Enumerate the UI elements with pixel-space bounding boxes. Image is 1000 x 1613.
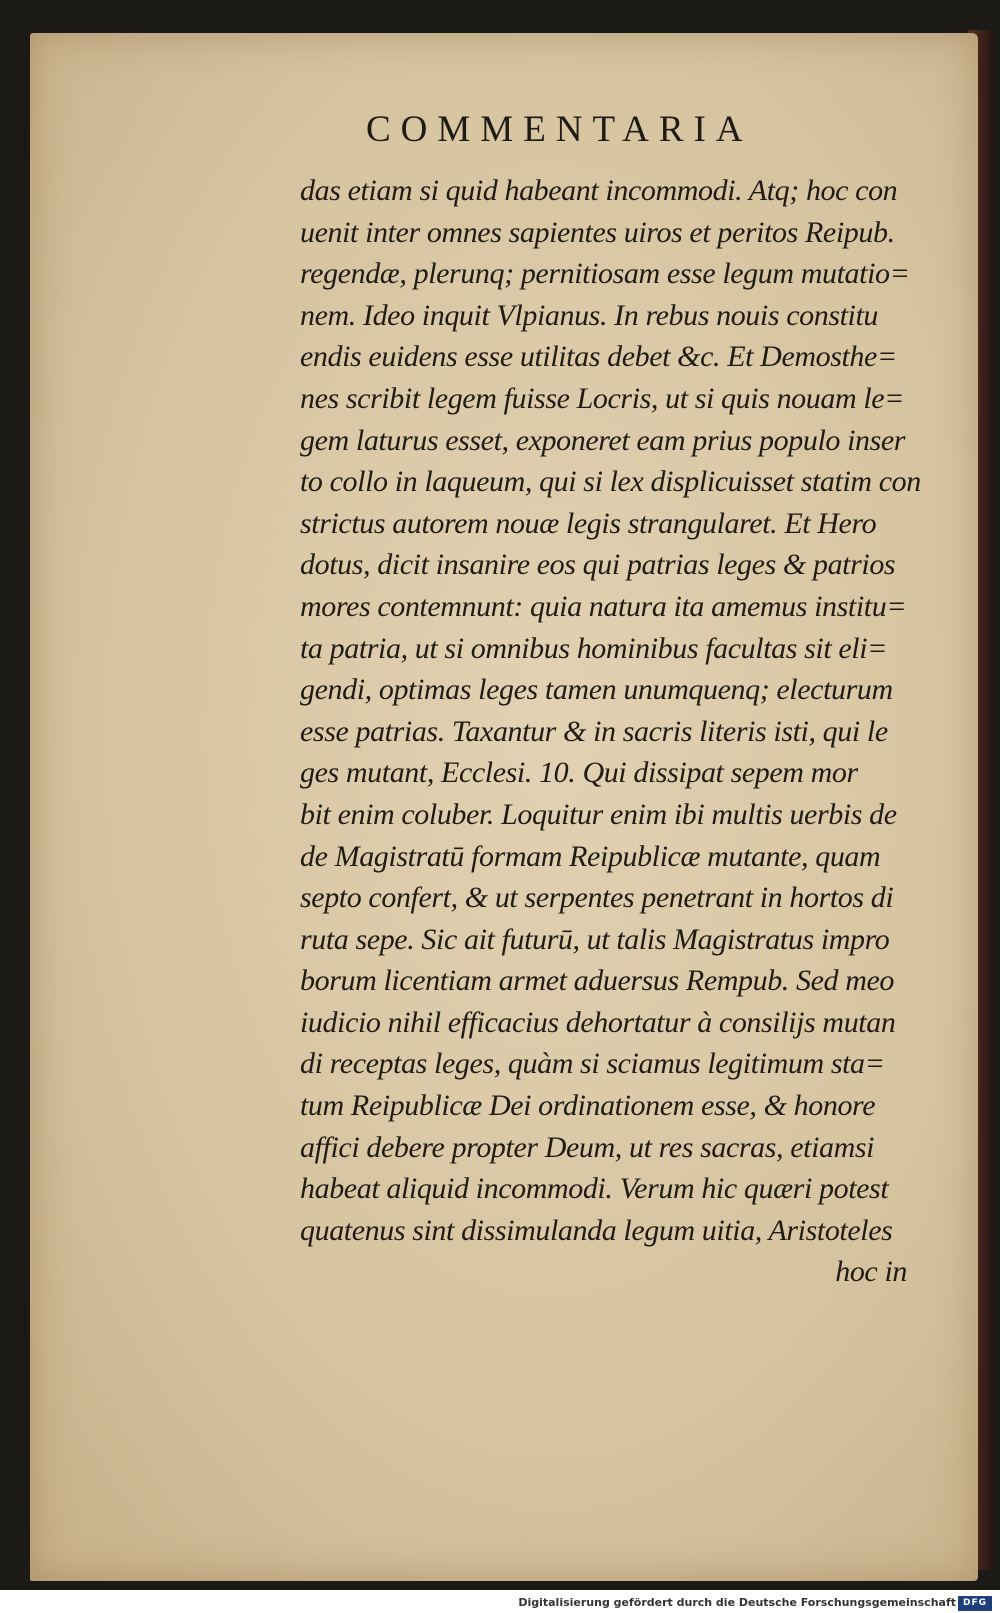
text-line: regendæ, plerunq; pernitiosam esse legum mutatio= <box>300 257 910 291</box>
text-line: quatenus sint dissimulanda legum uitia, Aristoteles <box>300 1213 893 1247</box>
text-line: bit enim coluber. Loquitur enim ibi multis uerbis de <box>300 797 897 831</box>
text-line: iudicio nihil efficacius dehortatur à consilijs mutan <box>300 1005 896 1039</box>
text-line: dotus, dicit insanire eos qui patrias leges & patrios <box>300 548 896 582</box>
running-header: COMMENTARIA <box>366 109 753 150</box>
text-line: mores contemnunt: quia natura ita amemus institu= <box>300 589 907 623</box>
text-line: ruta sepe. Sic ait futurū, ut talis Magistratus impro <box>300 922 890 956</box>
text-line: gendi, optimas leges tamen unumquenq; electurum <box>300 673 893 707</box>
dfg-logo: DFG <box>958 1596 992 1611</box>
body-text <box>300 170 921 1293</box>
text-line: to collo in laqueum, qui si lex displicuisset statim con <box>300 465 921 499</box>
text-line: affici debere propter Deum, ut res sacras, etiamsi <box>300 1130 875 1164</box>
text-line: tum Reipublicæ Dei ordinationem esse, & honore <box>300 1089 876 1123</box>
text-line: das etiam si quid habeant incommodi. Atq; hoc con <box>300 174 898 207</box>
text-line: gem laturus esset, exponeret eam prius populo inser <box>300 423 906 457</box>
text-line: esse patrias. Taxantur & in sacris literis isti, qui le <box>300 714 888 748</box>
text-line: di receptas leges, quàm si sciamus legitimum sta= <box>300 1047 885 1081</box>
text-line: uenit inter omnes sapientes uiros et peritos Reipub. <box>300 215 895 249</box>
text-line: nem. Ideo inquit Vlpianus. In rebus nouis constitu <box>300 298 879 332</box>
text-line: borum licentiam armet aduersus Rempub. Sed meo <box>300 964 895 998</box>
text-line: strictus autorem nouæ legis strangularet. Et Hero <box>300 506 877 540</box>
text-line: hoc in <box>835 1255 907 1289</box>
text-line: septo confert, & ut serpentes penetrant in hortos di <box>300 881 894 915</box>
text-line: nes scribit legem fuisse Locris, ut si quis nouam le= <box>300 381 905 415</box>
text-line: endis euidens esse utilitas debet &c. Et Demosthe= <box>300 340 897 374</box>
text-line: de Magistratū formam Reipublicæ mutante, quam <box>300 839 881 873</box>
footer-credit: Digitalisierung gefördert durch die Deutsche Forschungsgemeinschaft <box>518 1596 956 1609</box>
text-line: ta patria, ut si omnibus hominibus facultas sit eli= <box>300 631 887 665</box>
text-line: ges mutant, Ecclesi. 10. Qui dissipat sepem mor <box>300 756 858 790</box>
text-line: habeat aliquid incommodi. Verum hic quæri potest <box>300 1172 889 1206</box>
